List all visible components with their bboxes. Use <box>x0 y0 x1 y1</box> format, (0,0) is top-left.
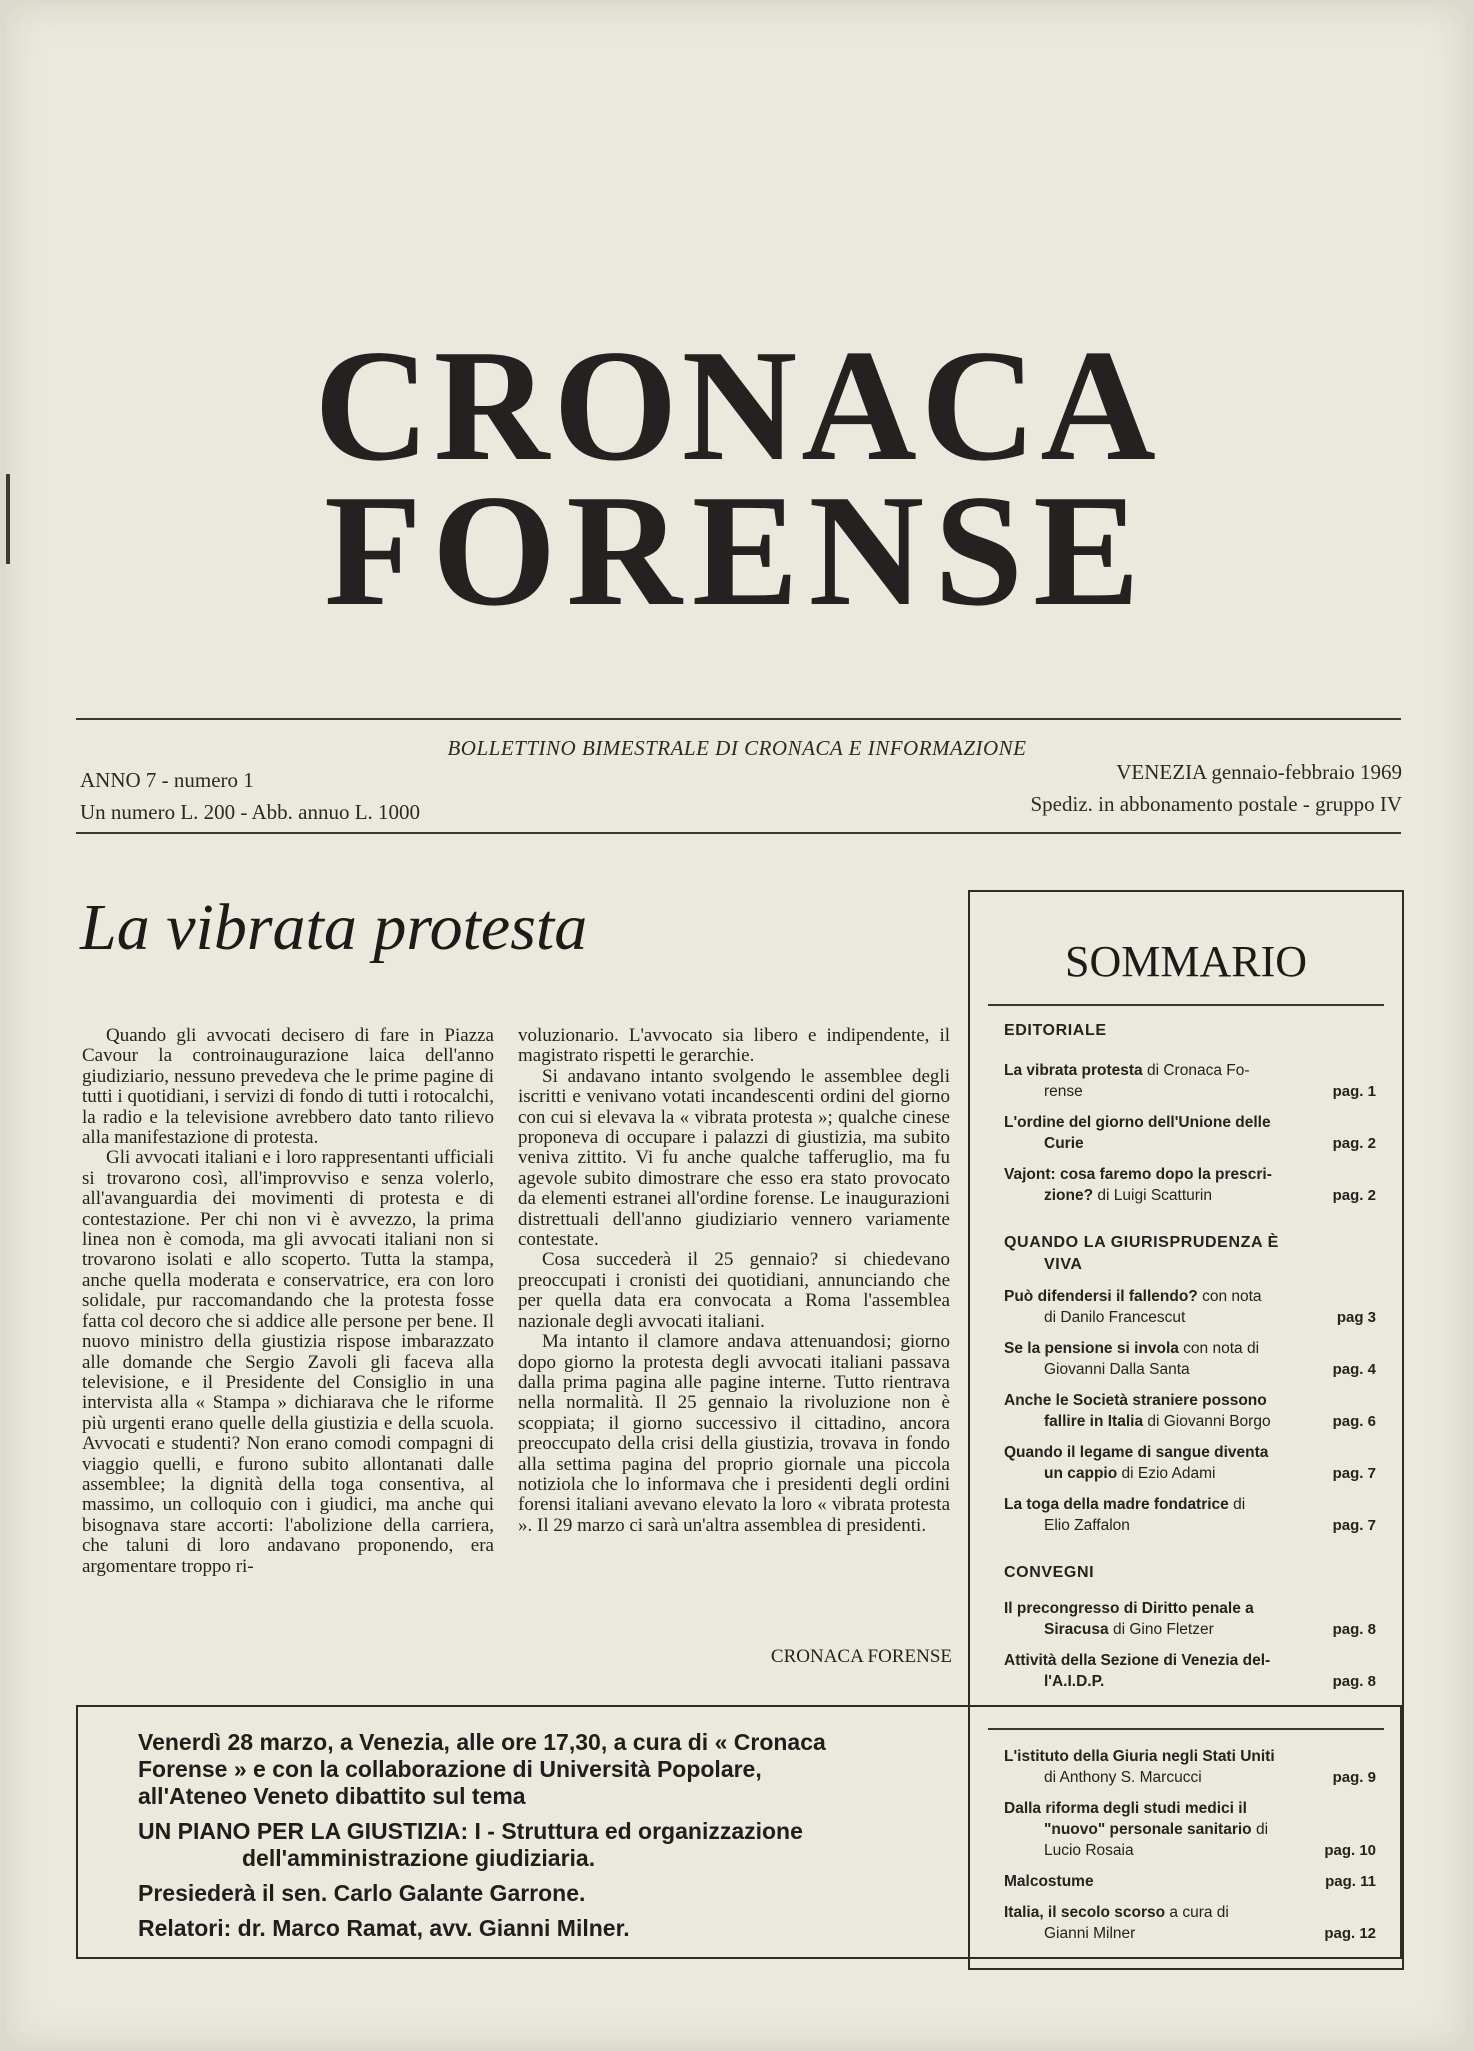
toc-page-number: pag. 9 <box>1332 1769 1376 1786</box>
toc-entry[interactable]: Attività della Sezione di Venezia del- l'A.I.D.P. pag. 8 <box>1004 1652 1376 1690</box>
toc-entry[interactable]: Può difendersi il fallendo? con nota di Danilo Francescut pag 3 <box>1004 1288 1376 1326</box>
toc-page-number: pag. 6 <box>1332 1413 1376 1430</box>
issue-number: ANNO 7 - numero 1 <box>80 768 254 792</box>
publication-subtitle: BOLLETTINO BIMESTRALE DI CRONACA E INFORMAZIONE <box>447 736 1027 760</box>
article-paragraph: Quando gli avvocati decisero di fare in Piazza Cavour la controinaugurazione laica dell'anno giudiziario, nessuno prevedeva che le prime pagine di tutti i quotidiani, i servizi di fondo di tutti i rotocalchi, la radio e la televisione avrebbero dato tanto rilievo alla manifestazione di protesta. <box>82 1025 494 1149</box>
announcement-topic: UN PIANO PER LA GIUSTIZIA: I - Struttura ed organizzazione <box>138 1818 803 1844</box>
toc-page-number: pag. 11 <box>1325 1873 1376 1890</box>
article-signature: CRONACA FORENSE <box>770 1646 952 1667</box>
toc-page-number: pag 3 <box>1336 1309 1376 1326</box>
toc-page-number: pag. 4 <box>1332 1361 1376 1378</box>
article-paragraph: Gli avvocati italiani e i loro rappresentanti ufficiali si trovarono così, all'improvviso e senza volerlo, all'avanguardia dei movimenti di protesta e di contestazione. Per chi non vi è avvezzo, la prima linea non è comoda, ma gli avvocati italiani non si trovarono isolati e allo scoperto. Tutta la stampa, anche quella moderata e conservatrice, era con loro solidale, pur raccomandando che la protesta fosse fatta col decoro che si addice alle persone per bene. Il nuovo ministro della giustizia rispose imbarazzato alle domande che Sergio Zavoli gli faceva alla televisione, e il Presidente del Consiglio in una intervista alla « Stampa » dichiarava che le riforme più urgenti erano quelle della giustizia e della scuola. Avvocati e studenti? Non erano comodi compagni di viaggio quelli, e furono subito allontanati dalle assemblee; la dignità della toga consentiva, al massimo, un colloquio con i giudici, ma anche qui bisognava stare accorti: l'abolizione della carriera, che taluni di loro andavano proponendo, era argomentare troppo ri- <box>82 1147 494 1577</box>
toc-entry[interactable]: Dalla riforma degli studi medici il "nuovo" personale sanitario di Lucio Rosaia pag. 10 <box>1004 1800 1376 1859</box>
toc-entry[interactable]: Anche le Società straniere possono fallire in Italia di Giovanni Borgo pag. 6 <box>1004 1392 1376 1430</box>
article-column-2 <box>518 1026 950 1536</box>
toc-entry[interactable]: L'istituto della Giuria negli Stati Uniti di Anthony S. Marcucci pag. 9 <box>1004 1748 1376 1786</box>
announcement-topic: dell'amministrazione giudiziaria. <box>242 1845 596 1871</box>
toc-entry[interactable]: Malcostume pag. 11 <box>1004 1873 1376 1890</box>
announcement-line: Venerdì 28 marzo, a Venezia, alle ore 17,30, a cura di « Cronaca <box>138 1729 826 1755</box>
article-paragraph: Ma intanto il clamore andava attenuandosi; giorno dopo giorno la protesta degli avvocati italiani passava dalla prima pagina alle pagine interne. Tutto rientrava nella normalità. Il 25 gennaio la rivoluzione non è scoppiata; il giorno successivo il cittadino, ancora preoccupato della crisi della giustizia, trovava in fondo alla settima pagina del proprio giornale una piccola notiziola che lo informava che i presidenti degli ordini forensi italiani avevano elevato la loro « vibrata protesta ». Il 29 marzo ci sarà un'altra assemblea di presidenti. <box>518 1331 950 1536</box>
header-rule-bottom <box>76 832 1401 834</box>
announcement-speakers: Relatori: dr. Marco Ramat, avv. Gianni Milner. <box>138 1915 630 1941</box>
table-of-contents <box>968 890 1404 1970</box>
price-info: Un numero L. 200 - Abb. annuo L. 1000 <box>80 800 421 824</box>
toc-rule <box>988 1728 1384 1730</box>
toc-entry[interactable]: Vajont: cosa faremo dopo la prescri- zione? di Luigi Scatturin pag. 2 <box>1004 1166 1376 1204</box>
article-headline: La vibrata protesta <box>80 891 588 964</box>
toc-page-number: pag. 12 <box>1324 1925 1376 1942</box>
toc-list <box>1004 1020 1376 1692</box>
article-paragraph: voluzionario. L'avvocato sia libero e indipendente, il magistrato rispetti le gerarchie. <box>518 1025 950 1067</box>
toc-section-heading: CONVEGNI <box>1004 1564 1095 1581</box>
toc-entry[interactable]: Quando il legame di sangue diventa un cappio di Ezio Adami pag. 7 <box>1004 1444 1376 1482</box>
header-rule-top <box>76 718 1401 720</box>
toc-page-number: pag. 8 <box>1332 1621 1376 1638</box>
toc-page-number: pag. 10 <box>1324 1842 1376 1859</box>
toc-list-continued <box>1004 1746 1376 1944</box>
toc-page-number: pag. 7 <box>1332 1517 1376 1534</box>
toc-title: SOMMARIO <box>1064 937 1308 986</box>
toc-section-heading: EDITORIALE <box>1004 1022 1107 1039</box>
article-paragraph: Cosa succederà il 25 gennaio? si chiedevano preoccupati i cronisti dei quotidiani, annunciando che per quella data era convocata a Roma l'assemblea nazionale degli avvocati italiani. <box>518 1249 950 1332</box>
toc-entry[interactable]: Il precongresso di Diritto penale a Siracusa di Gino Fletzer pag. 8 <box>1004 1600 1376 1638</box>
toc-section-heading: VIVA <box>1044 1256 1083 1273</box>
toc-page-number: pag. 2 <box>1332 1135 1376 1152</box>
toc-entry[interactable]: La vibrata protesta di Cronaca Fo- rense pag. 1 <box>1004 1062 1376 1100</box>
shipping-info: Spediz. in abbonamento postale - gruppo IV <box>1030 792 1402 816</box>
article-column-1 <box>82 1026 494 1577</box>
toc-page-number: pag. 1 <box>1332 1083 1376 1100</box>
toc-rule <box>988 1004 1384 1006</box>
announcement-line: all'Ateneo Veneto dibattito sul tema <box>138 1783 526 1809</box>
toc-entry[interactable]: La toga della madre fondatrice di Elio Zaffalon pag. 7 <box>1004 1496 1376 1534</box>
toc-entry[interactable]: Italia, il secolo scorso a cura di Gianni Milner pag. 12 <box>1004 1904 1376 1942</box>
masthead-line-1: CRONACA <box>314 316 1160 494</box>
announcement-chair: Presiederà il sen. Carlo Galante Garrone. <box>138 1880 586 1906</box>
announcement-line: Forense » e con la collaborazione di Università Popolare, <box>138 1756 762 1782</box>
toc-section-heading: QUANDO LA GIURISPRUDENZA È <box>1004 1234 1279 1251</box>
masthead-line-2: FORENSE <box>324 461 1150 639</box>
place-date: VENEZIA gennaio-febbraio 1969 <box>1116 760 1402 784</box>
toc-entry[interactable]: Se la pensione si invola con nota di Giovanni Dalla Santa pag. 4 <box>1004 1340 1376 1378</box>
toc-page-number: pag. 8 <box>1332 1673 1376 1690</box>
toc-page-number: pag. 2 <box>1332 1187 1376 1204</box>
article-paragraph: Si andavano intanto svolgendo le assemblee degli iscritti e venivano votati incandescenti ordini del giorno con cui si elevava la « vibrata protesta »; qualche cinese proponeva di occupare i palazzi di giustizia, ma subito veniva zittito. Vi fu anche qualche tafferuglio, ma fu agevole subito dimostrare che esso era stato provocato da elementi estranei all'ordine forense. Le inaugurazioni distrettuali dell'anno giudiziario vennero variamente contestate. <box>518 1065 950 1251</box>
toc-page-number: pag. 7 <box>1332 1465 1376 1482</box>
toc-entry[interactable]: L'ordine del giorno dell'Unione delle Curie pag. 2 <box>1004 1114 1376 1152</box>
